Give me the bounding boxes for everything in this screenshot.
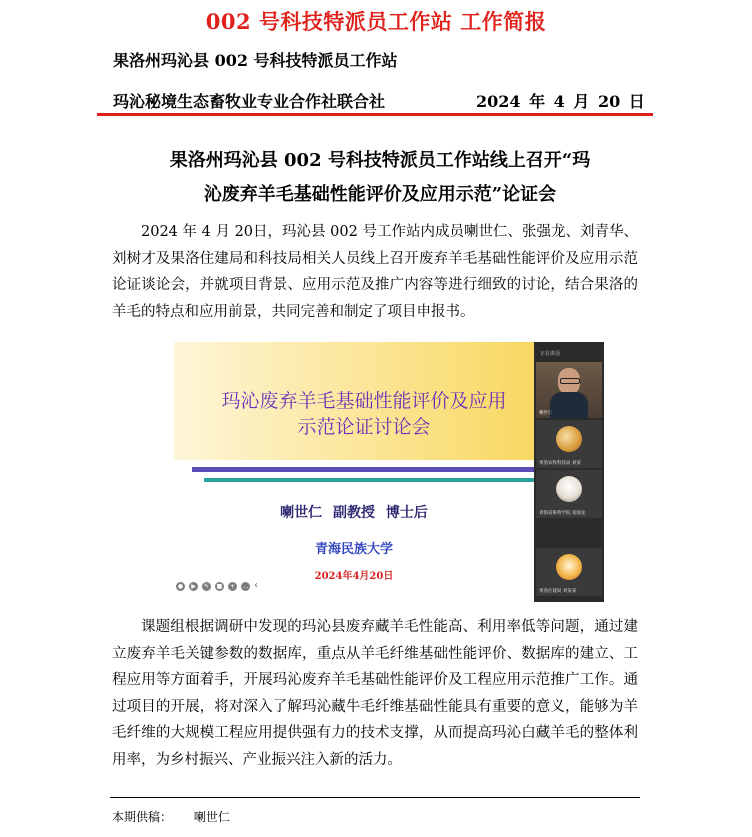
cooperative-name: 玛沁秘境生态畜牧业专业合作社联合社: [113, 92, 386, 111]
slide-university: 青海民族大学: [314, 542, 393, 557]
station-name: 果洛州玛沁县 002 号科技特派员工作站: [113, 51, 398, 70]
chevron-left-icon: ‹: [254, 580, 258, 591]
zoom-icon: +: [229, 582, 236, 590]
participant-tile: [536, 420, 602, 468]
contributor-name: 喇世仁: [193, 810, 230, 824]
meeting-screenshot: [174, 342, 604, 602]
footer-divider: [110, 797, 640, 798]
annotate-icon: ✎: [203, 582, 210, 590]
avatar: [556, 554, 582, 580]
avatar: [556, 476, 582, 502]
player-controls: [176, 579, 258, 593]
participant-tile: [536, 362, 602, 418]
slide-date: 2024年4月20日: [314, 571, 394, 582]
more-icon: …: [242, 582, 249, 590]
slide-decor-bar: [192, 467, 534, 472]
play-icon: ▶: [189, 582, 198, 591]
article-title-line-1: 果洛州玛沁县 002 号科技特派员工作站线上召开“玛: [169, 150, 591, 171]
article-title: [120, 144, 640, 212]
presentation-slide: [174, 342, 534, 602]
contributor-line: [112, 808, 230, 825]
slide-title: [184, 388, 544, 440]
contributor-label: 本期供稿：: [112, 810, 173, 824]
fullscreen-icon: ■: [216, 582, 223, 590]
participant-tile: [536, 548, 602, 596]
participant-name: 果洛住建局 刘某某: [539, 589, 577, 594]
slide-title-line-1: 玛沁废弃羊毛基础性能评价及应用: [221, 390, 507, 412]
paragraph-meeting-summary: 2024 年 4 月 20日，玛沁县 002 号工作站内成员喇世仁、张强龙、刘青华、刘树才及果洛住建局和科技局相关人员线上召开废弃羊毛基础性能评价及应用示范论证谈论会，并就项目背景、应用示范及推广内容等进行细致的讨论，结合果洛的羊毛的特点和应用前景，共同完善和制定了项目申报书。: [112, 224, 638, 320]
article-title-line-2: 沁废弃羊毛基础性能评价及应用示范”论证会: [203, 184, 557, 205]
participant-panel: [534, 342, 604, 602]
slide-title-line-2: 示范论证讨论会: [297, 416, 431, 438]
report-date: 2024 年 4 月 20 日: [476, 92, 645, 111]
participant-body: [550, 392, 588, 418]
avatar: [556, 426, 582, 452]
participant-name: 喇世仁: [539, 411, 553, 416]
slide-presenter: 喇世仁 副教授 博士后: [280, 505, 428, 521]
header-divider: [97, 113, 653, 116]
glasses-icon: [560, 378, 580, 384]
record-icon: ●: [177, 582, 184, 590]
panel-header: 正在讲话: [540, 351, 561, 357]
participant-name: 青海省畜牧学院 张强龙: [539, 511, 586, 516]
paragraph-project-plan: 课题组根据调研中发现的玛沁县废弃藏羊毛性能高、利用率低等问题，通过建立废弃羊毛关键参数的数据库，重点从羊毛纤维基础性能评价、数据库的建立、工程应用等方面着手，开展玛沁废弃羊毛基础性能评价及工程应用示范推广工作。通过项目的开展，将对深入了解玛沁藏牛毛纤维基础性能具有重要的意义，能够为羊毛纤维的大规模工程应用提供强有力的技术支撑，从而提高玛沁白藏羊毛的整体利用率，为乡村振兴、产业振兴注入新的活力。: [112, 619, 638, 768]
report-title: 002 号科技特派员工作站 工作简报: [205, 9, 547, 34]
participant-name: 果洛农牧科技局 刘某: [539, 461, 581, 466]
slide-decor-bar: [204, 478, 534, 482]
participant-tile: [536, 470, 602, 518]
